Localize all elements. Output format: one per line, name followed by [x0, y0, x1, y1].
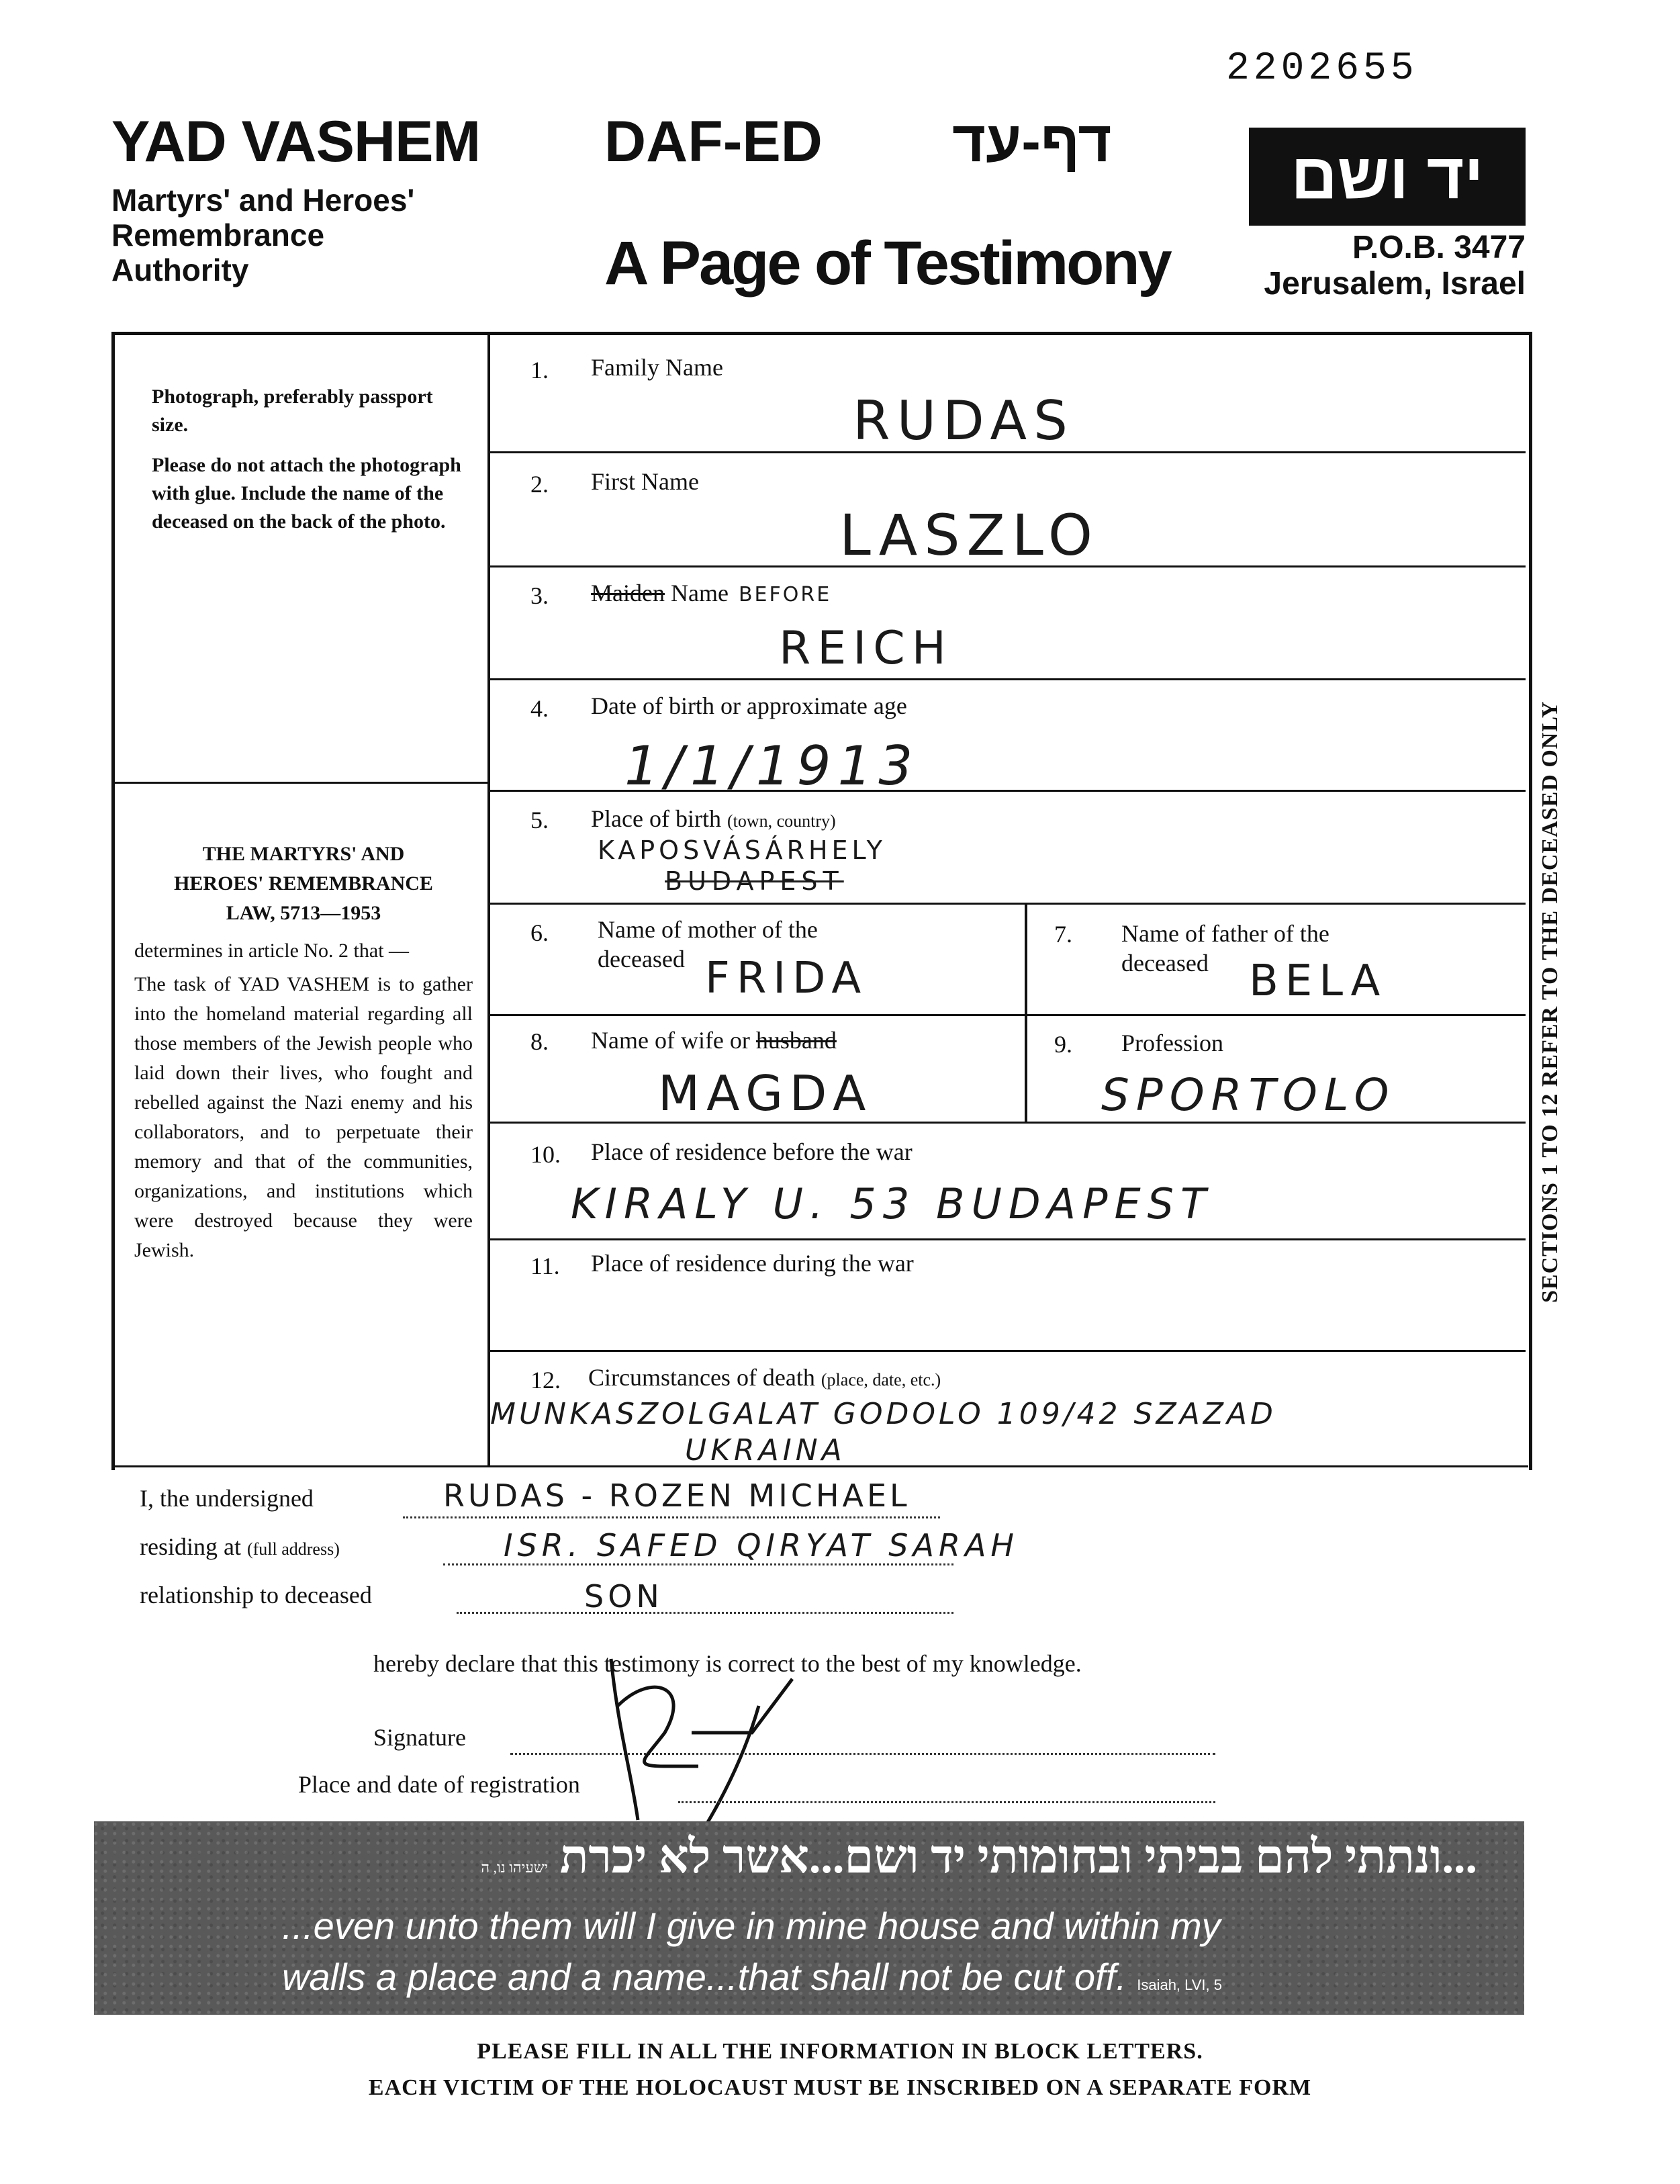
field-12-label — [588, 1363, 941, 1392]
circumstances-hint: (place, date, etc.) — [821, 1370, 941, 1390]
field-6-number: 6. — [530, 919, 549, 946]
relationship-value[interactable]: SON — [584, 1578, 663, 1614]
law-text — [134, 839, 473, 1265]
banner-english — [282, 1901, 1464, 2011]
mother-label-line-2: deceased — [598, 946, 685, 972]
photo-instruction-1: Photograph, preferably passport size. — [152, 385, 433, 436]
photo-instruction-2: Please do not attach the photograph with glue. Include the name of the deceased on the back of the photo. — [152, 454, 461, 533]
banner-hebrew-group — [403, 1831, 1477, 1884]
field-5-number: 5. — [530, 807, 549, 833]
row-line — [487, 1238, 1526, 1240]
field-2-label: First Name — [591, 468, 699, 495]
row-line — [487, 1350, 1526, 1352]
sections-note: SECTIONS 1 TO 12 REFER TO THE DECEASED ONLY — [1538, 700, 1562, 1303]
place-of-birth-value[interactable]: KAPOSVÁSÁRHELY — [598, 835, 886, 865]
first-name-value[interactable]: LASZLO — [839, 502, 1099, 568]
circumstances-label: Circumstances of death — [588, 1364, 815, 1391]
circumstances-value-line-1[interactable]: MUNKASZOLGALAT GODOLO 109/42 SZAZAD — [490, 1397, 1276, 1431]
row-line — [487, 1014, 1526, 1016]
residing-label-group — [140, 1533, 340, 1561]
field-5-label — [591, 805, 836, 833]
footer-line-1: PLEASE FILL IN ALL THE INFORMATION IN BLOCK LETTERS. — [477, 2039, 1203, 2064]
field-1-number: 1. — [530, 357, 549, 383]
row-line — [487, 1122, 1526, 1124]
field-9-label: Profession — [1121, 1030, 1223, 1056]
field-4-number: 4. — [530, 695, 549, 722]
law-intro: determines in article No. 2 that — — [134, 940, 410, 962]
field-12-number: 12. — [530, 1367, 561, 1394]
place-date-line — [678, 1800, 1215, 1803]
law-heading-3: LAW, 5713—1953 — [226, 902, 381, 924]
document-number: 2202655 — [1226, 47, 1418, 91]
field-8-label — [591, 1026, 837, 1054]
relationship-label: relationship to deceased — [140, 1582, 372, 1608]
mother-name-value[interactable]: FRIDA — [705, 954, 868, 1003]
yad-vashem-logo: יד ושם — [1249, 128, 1526, 226]
residing-hint: (full address) — [246, 1539, 340, 1559]
photo-box-divider — [111, 782, 489, 784]
maiden-name-value[interactable]: REICH — [779, 622, 953, 675]
law-heading-2: HEROES' REMEMBRANCE — [174, 872, 433, 895]
form-name: DAF-ED — [604, 109, 823, 174]
field-10-label: Place of residence before the war — [591, 1138, 913, 1165]
banner-english-line-2-group — [282, 1952, 1464, 2011]
husband-label-struck: husband — [755, 1027, 837, 1054]
maiden-label-struck: Maiden — [591, 580, 665, 606]
po-box: P.O.B. 3477 — [1352, 230, 1526, 265]
column-divider — [487, 332, 490, 1467]
undersigned-label: I, the undersigned — [140, 1485, 314, 1512]
field-9-number: 9. — [1054, 1031, 1072, 1058]
row-line — [487, 678, 1526, 680]
spouse-label: Name of wife or — [591, 1027, 750, 1054]
place-of-birth-struck-value: BUDAPEST — [665, 866, 844, 896]
undersigned-value[interactable]: RUDAS - ROZEN MICHAEL — [443, 1477, 911, 1514]
postal-address — [1249, 230, 1526, 302]
field-1-label: Family Name — [591, 354, 723, 381]
field-8-number: 8. — [530, 1028, 549, 1055]
banner-english-line-2: walls a place and a name...that shall not be cut off. — [282, 1956, 1127, 1998]
banner-english-cite: Isaiah, LVI, 5 — [1137, 1976, 1222, 1993]
field-11-number: 11. — [530, 1253, 560, 1279]
page-title: A Page of Testimony — [604, 229, 1170, 298]
spouse-name-value[interactable]: MAGDA — [658, 1065, 873, 1122]
scripture-banner — [94, 1821, 1524, 2015]
field-10-number: 10. — [530, 1141, 561, 1168]
form-name-hebrew: דף-עד — [952, 109, 1112, 174]
field-3-label — [591, 579, 831, 607]
law-body: The task of YAD VASHEM is to gather into the homeland material regarding all those members of the Jewish people who laid down their lives, who fought and rebelled against the Nazi enemy and his collaborators, and to perpetuate their memory and that of the communities, organizations, and institutions which were destroyed because they were Jewish. — [134, 973, 473, 1261]
field-3-number: 3. — [530, 582, 549, 609]
footer-line-2: EACH VICTIM OF THE HOLOCAUST MUST BE INSCRIBED ON A SEPARATE FORM — [368, 2075, 1312, 2100]
name-label: Name — [670, 580, 729, 606]
org-subtitle-line-1: Martyrs' and Heroes' — [111, 183, 415, 218]
field-7-number: 7. — [1054, 921, 1072, 948]
residing-value[interactable]: ISR. SAFED QIRYAT SARAH — [504, 1527, 1019, 1563]
place-of-birth-hint: (town, country) — [727, 811, 836, 831]
father-label-line-2: deceased — [1121, 950, 1209, 976]
father-label-line-1: Name of father of the — [1121, 920, 1329, 947]
field-2-number: 2. — [530, 471, 549, 498]
relationship-line — [457, 1610, 953, 1614]
field-11-label: Place of residence during the war — [591, 1250, 914, 1277]
circumstances-value-line-2[interactable]: UKRAINA — [685, 1433, 846, 1467]
residing-label: residing at — [140, 1533, 241, 1560]
banner-hebrew-cite: ישעיהו נו, ה — [481, 1859, 549, 1876]
declaration-statement: hereby declare that this testimony is correct to the best of my knowledge. — [373, 1650, 1082, 1677]
city: Jerusalem, Israel — [1264, 266, 1526, 302]
undersigned-line — [403, 1515, 940, 1518]
banner-hebrew: ...ונתתי להם בביתי ובחומותי יד ושם...אשר לא יכרת — [559, 1831, 1477, 1883]
signature[interactable] — [591, 1632, 833, 1833]
org-subtitle-line-2: Remembrance — [111, 218, 325, 253]
org-subtitle-line-3: Authority — [111, 253, 249, 287]
mother-label-line-1: Name of mother of the — [598, 916, 818, 943]
banner-english-line-1: ...even unto them will I give in mine house and within my — [282, 1905, 1221, 1947]
place-of-birth-label: Place of birth — [591, 805, 721, 832]
residence-before-war-value[interactable]: KIRALY U. 53 BUDAPEST — [571, 1179, 1213, 1228]
photo-instructions — [152, 383, 471, 548]
father-name-value[interactable]: BELA — [1249, 956, 1387, 1006]
family-name-value[interactable]: RUDAS — [853, 390, 1074, 452]
org-name: YAD VASHEM — [111, 109, 481, 174]
split-divider — [1025, 903, 1027, 1122]
signature-label: Signature — [373, 1724, 466, 1751]
law-heading-1: THE MARTYRS' AND — [202, 843, 405, 865]
field-4-label: Date of birth or approximate age — [591, 692, 907, 719]
row-line — [487, 903, 1526, 905]
place-date-label: Place and date of registration — [298, 1771, 580, 1798]
date-of-birth-value[interactable]: 1/1/1913 — [624, 735, 920, 797]
org-subtitle — [111, 183, 414, 287]
profession-value[interactable]: SPORTOLO — [1101, 1069, 1396, 1121]
before-annotation: BEFORE — [738, 583, 832, 606]
